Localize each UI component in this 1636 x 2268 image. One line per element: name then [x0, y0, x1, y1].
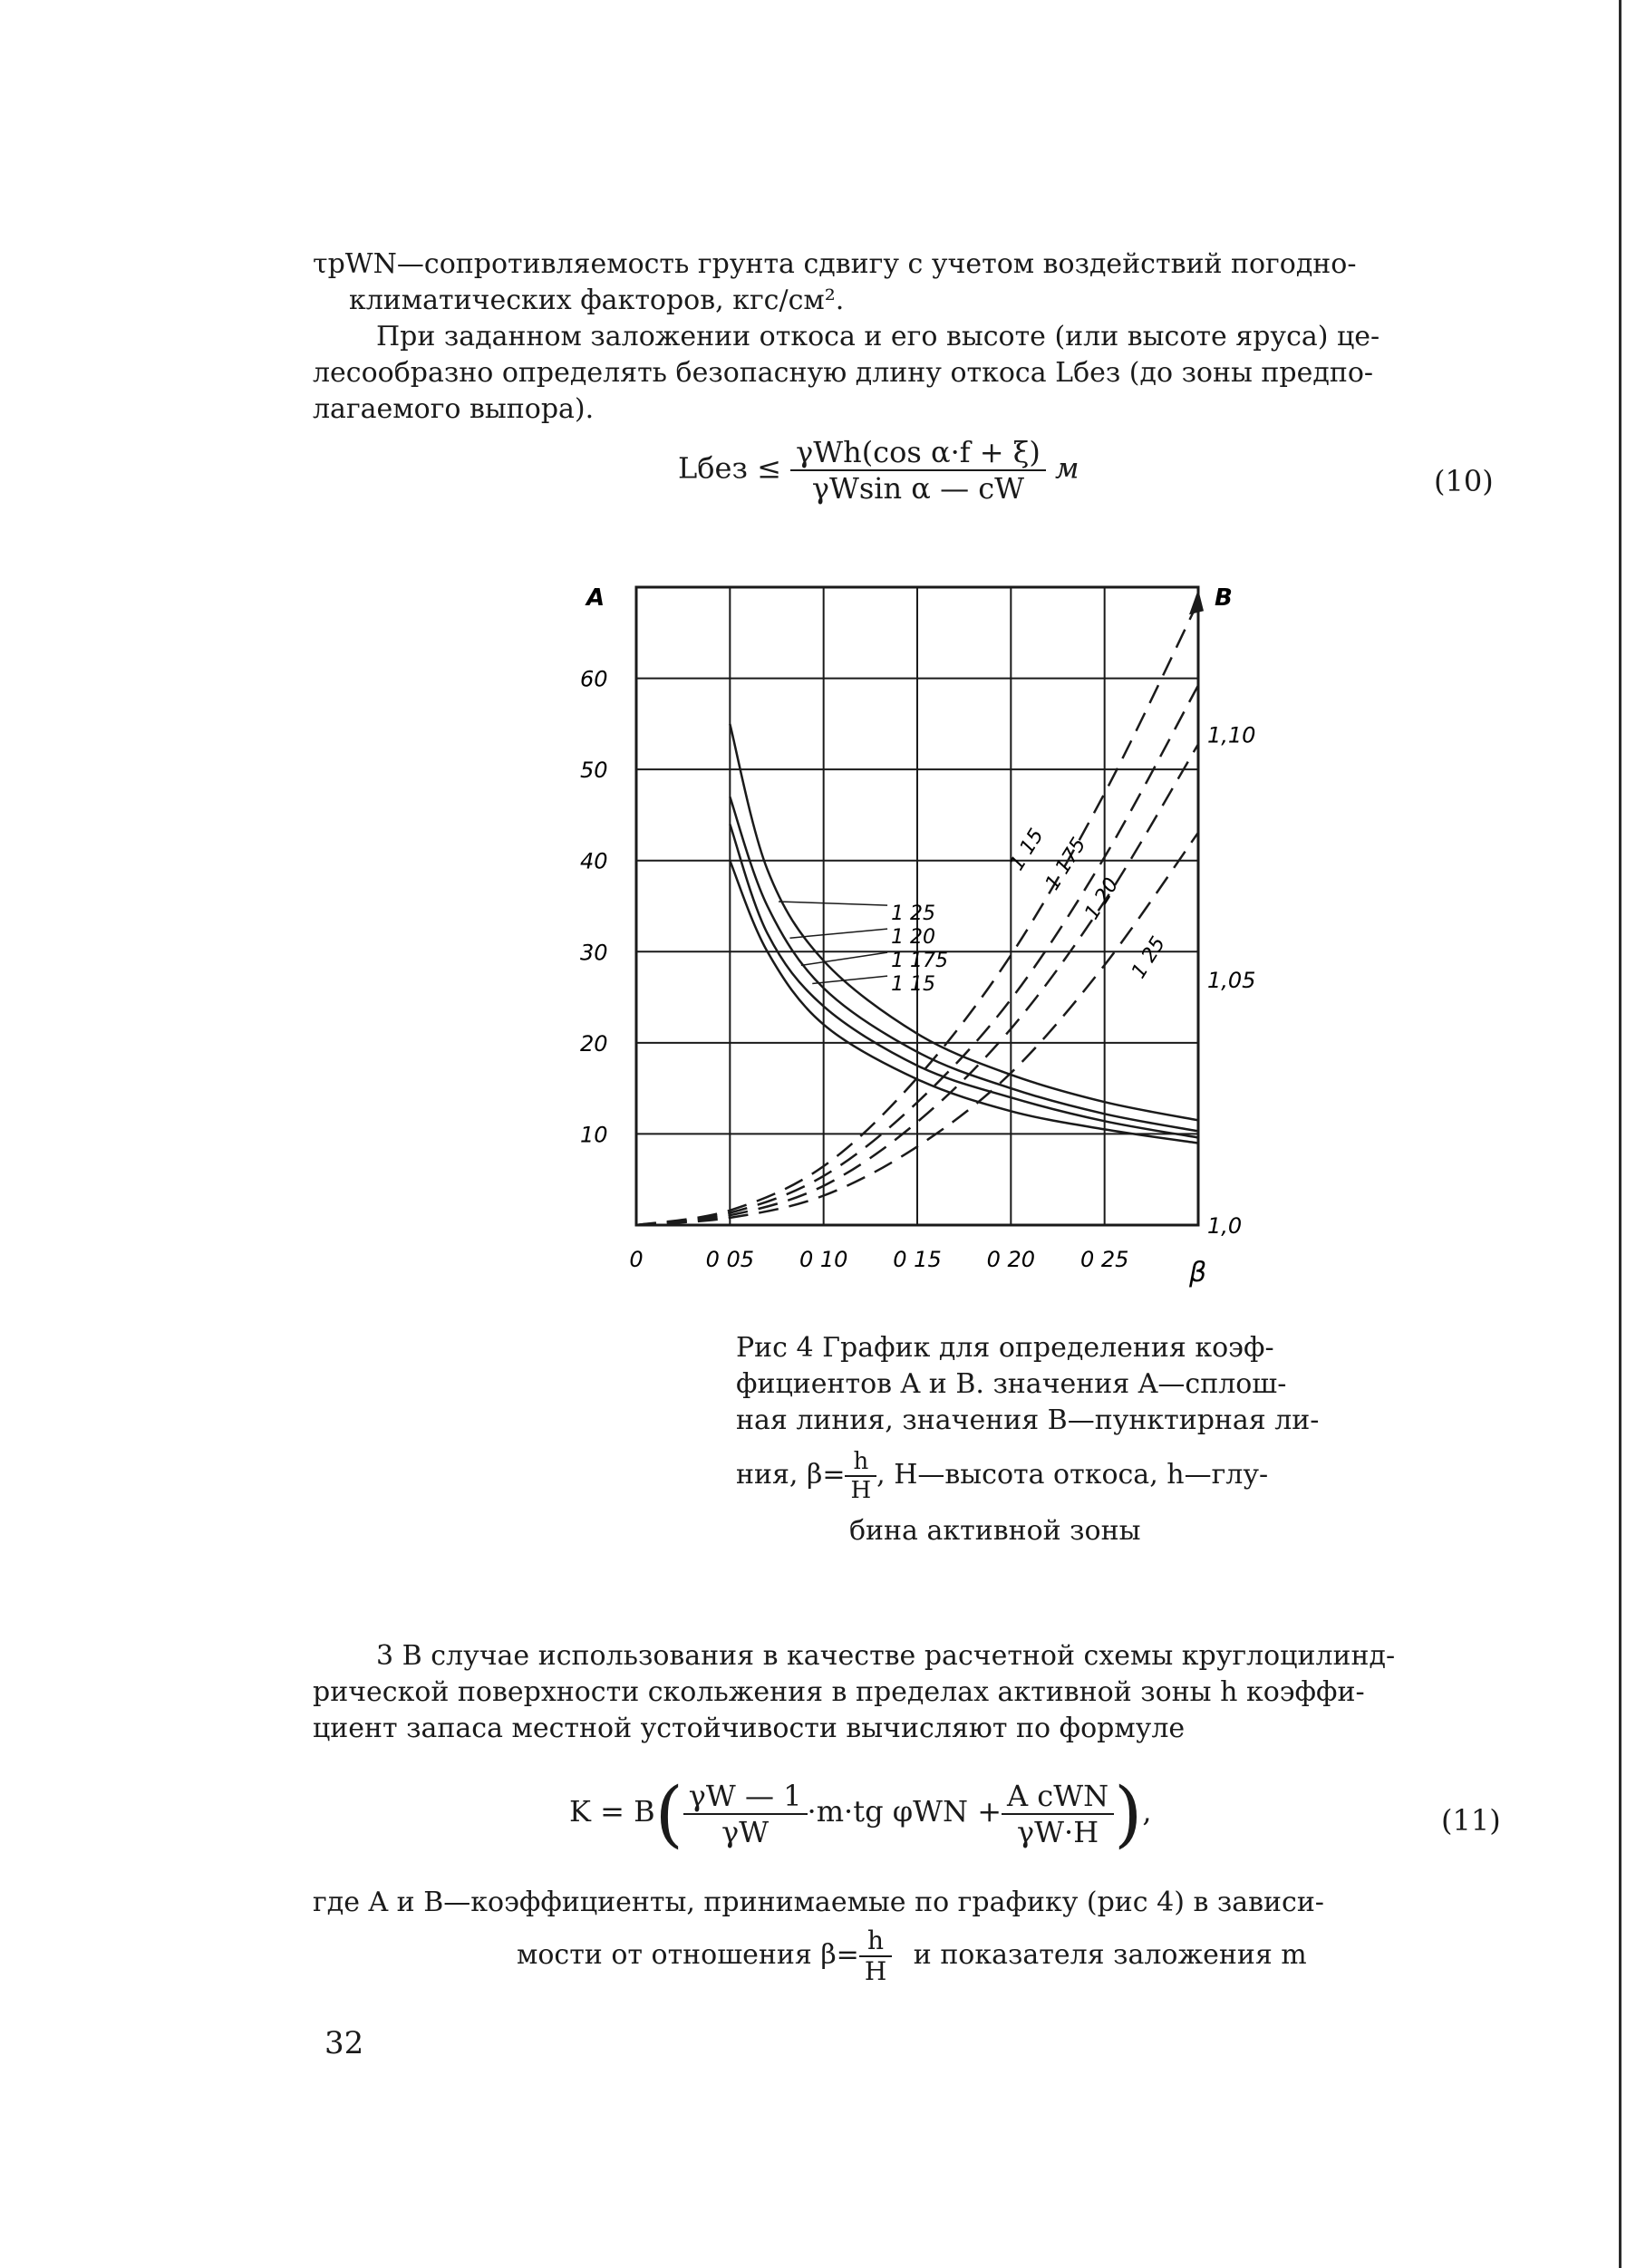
series-b-label: 1 175: [1041, 834, 1091, 894]
formula-10-lhs: Lбез ≤: [678, 450, 781, 486]
where-frac-den: H: [864, 1956, 887, 1986]
chart-series-labels: [779, 825, 1170, 996]
intro-line-1: τpWN—сопротивляемость грунта сдвигу с учетом воздействий погодно-: [313, 248, 1357, 280]
formula-10-denominator: γWsin α — cW: [811, 471, 1025, 506]
series-a-curve: [730, 724, 1198, 1120]
where-paragraph: [313, 1885, 1486, 1986]
caption-height-def: , H—высота откоса, h—глу-: [876, 1459, 1269, 1491]
section-3-paragraph: [313, 1638, 1486, 1747]
left-axis-tick-label: 40: [580, 848, 608, 874]
formula-10: [678, 435, 1079, 506]
section-3-line-3: циент запаса местной устойчивости вычисляют по формуле: [313, 1713, 1186, 1744]
x-axis-tick-label: 0 10: [799, 1247, 848, 1272]
equation-number-10: (10): [1434, 464, 1494, 498]
where-beta-fraction: [859, 1926, 892, 1986]
right-axis-tick-label: 1,10: [1207, 722, 1256, 748]
right-axis-tick-label: 1,0: [1207, 1213, 1243, 1239]
where-beta-eq: мости от отношения β=: [517, 1939, 859, 1971]
where-line-1: где A и B—коэффициенты, принимаемые по графику (рис 4) в зависи-: [313, 1887, 1324, 1918]
equation-number-11: (11): [1441, 1803, 1501, 1838]
intro-line-3: При заданном заложении откоса и его высоте (или высоте яруса) це-: [376, 321, 1380, 352]
formula-11-comma: ,: [1142, 1794, 1152, 1829]
caption-line-3: ная линия, значения B—пунктирная ли-: [736, 1404, 1320, 1436]
caption-line-1: Рис 4 График для определения коэф-: [736, 1332, 1274, 1364]
formula-10-unit: м: [1055, 450, 1079, 486]
caption-beta-fraction: [845, 1448, 876, 1504]
left-axis-tick-label: 10: [580, 1122, 608, 1148]
series-b-arrow: [1189, 589, 1204, 614]
page-edge: [1619, 0, 1621, 2268]
intro-line-4: лесообразно определять безопасную длину откоса Lбез (до зоны предпо-: [313, 357, 1374, 389]
caption-frac-num: h: [845, 1448, 876, 1477]
intro-paragraph: [313, 246, 1486, 428]
formula-11-paren-left: (: [654, 1771, 683, 1856]
series-a-label: 1 175: [891, 950, 949, 973]
figure-caption: [736, 1330, 1320, 1549]
formula-11-frac2-num: A cWN: [1002, 1779, 1114, 1815]
formula-11: [569, 1771, 1151, 1856]
x-axis-tick-label: 0 25: [1079, 1247, 1129, 1272]
left-axis-label: A: [586, 584, 605, 612]
series-a-leader: [789, 929, 887, 938]
where-frac-num: h: [859, 1926, 892, 1957]
caption-frac-den: H: [850, 1477, 872, 1504]
formula-11-frac1-num: γW — 1: [683, 1779, 808, 1815]
series-a-leader: [779, 902, 887, 905]
left-axis-tick-label: 30: [580, 940, 608, 966]
section-3-line-2: рической поверхности скольжения в пределах активной зоны h коэффи-: [313, 1676, 1365, 1708]
page-number: 32: [324, 2025, 364, 2061]
right-axis-tick-label: 1,05: [1207, 968, 1256, 994]
formula-11-middle: ·m·tg φWN +: [807, 1794, 1002, 1829]
series-a-label: 1 20: [891, 926, 936, 950]
where-line-2: [313, 1926, 1486, 1986]
where-slope-text: и показателя заложения m: [913, 1939, 1307, 1971]
caption-line-2: фициентов A и B. значения A—сплош-: [736, 1368, 1287, 1400]
x-axis-label: β: [1189, 1257, 1207, 1288]
caption-line-5: бина активной зоны: [849, 1515, 1141, 1547]
series-a-label: 1 15: [891, 973, 936, 997]
series-b-label: 1 20: [1080, 873, 1124, 924]
formula-11-lhs: K = B: [569, 1794, 655, 1829]
series-a-curve: [730, 796, 1198, 1131]
x-axis-tick-label: 0 05: [705, 1247, 755, 1272]
series-a-curve: [730, 825, 1198, 1138]
x-axis-tick-label: 0 15: [893, 1247, 942, 1272]
left-axis-tick-label: 20: [580, 1030, 608, 1057]
formula-11-fraction-1: [683, 1779, 808, 1849]
intro-line-5: лагаемого выпора).: [313, 393, 595, 425]
formula-10-numerator: γWh(cos α·f + ξ): [790, 435, 1046, 471]
formula-11-paren-right: ): [1114, 1771, 1143, 1856]
x-axis-tick-label: 0 20: [986, 1247, 1036, 1272]
formula-11-fraction-2: [1002, 1779, 1114, 1849]
figure-4-chart: [562, 571, 1256, 1296]
section-3-line-1: 3 В случае использования в качестве расчетной схемы круглоцилинд-: [376, 1640, 1396, 1672]
formula-11-frac1-den: γW: [721, 1814, 770, 1849]
series-b-label: 1 15: [1005, 825, 1049, 875]
caption-beta-eq: ния, β=: [736, 1459, 846, 1491]
series-a-leader: [801, 952, 887, 965]
intro-line-2: климатических факторов, кгс/см².: [349, 285, 845, 316]
caption-line-4: [736, 1448, 1269, 1504]
series-b-label: 1 25: [1127, 932, 1171, 983]
left-axis-tick-label: 50: [580, 758, 608, 784]
formula-10-fraction: [790, 435, 1046, 506]
left-axis-tick-label: 60: [580, 666, 608, 692]
x-axis-tick-label: 0: [629, 1247, 644, 1272]
right-axis-label: B: [1215, 584, 1233, 612]
series-a-label: 1 25: [891, 902, 936, 926]
formula-11-frac2-den: γW·H: [1017, 1814, 1099, 1849]
